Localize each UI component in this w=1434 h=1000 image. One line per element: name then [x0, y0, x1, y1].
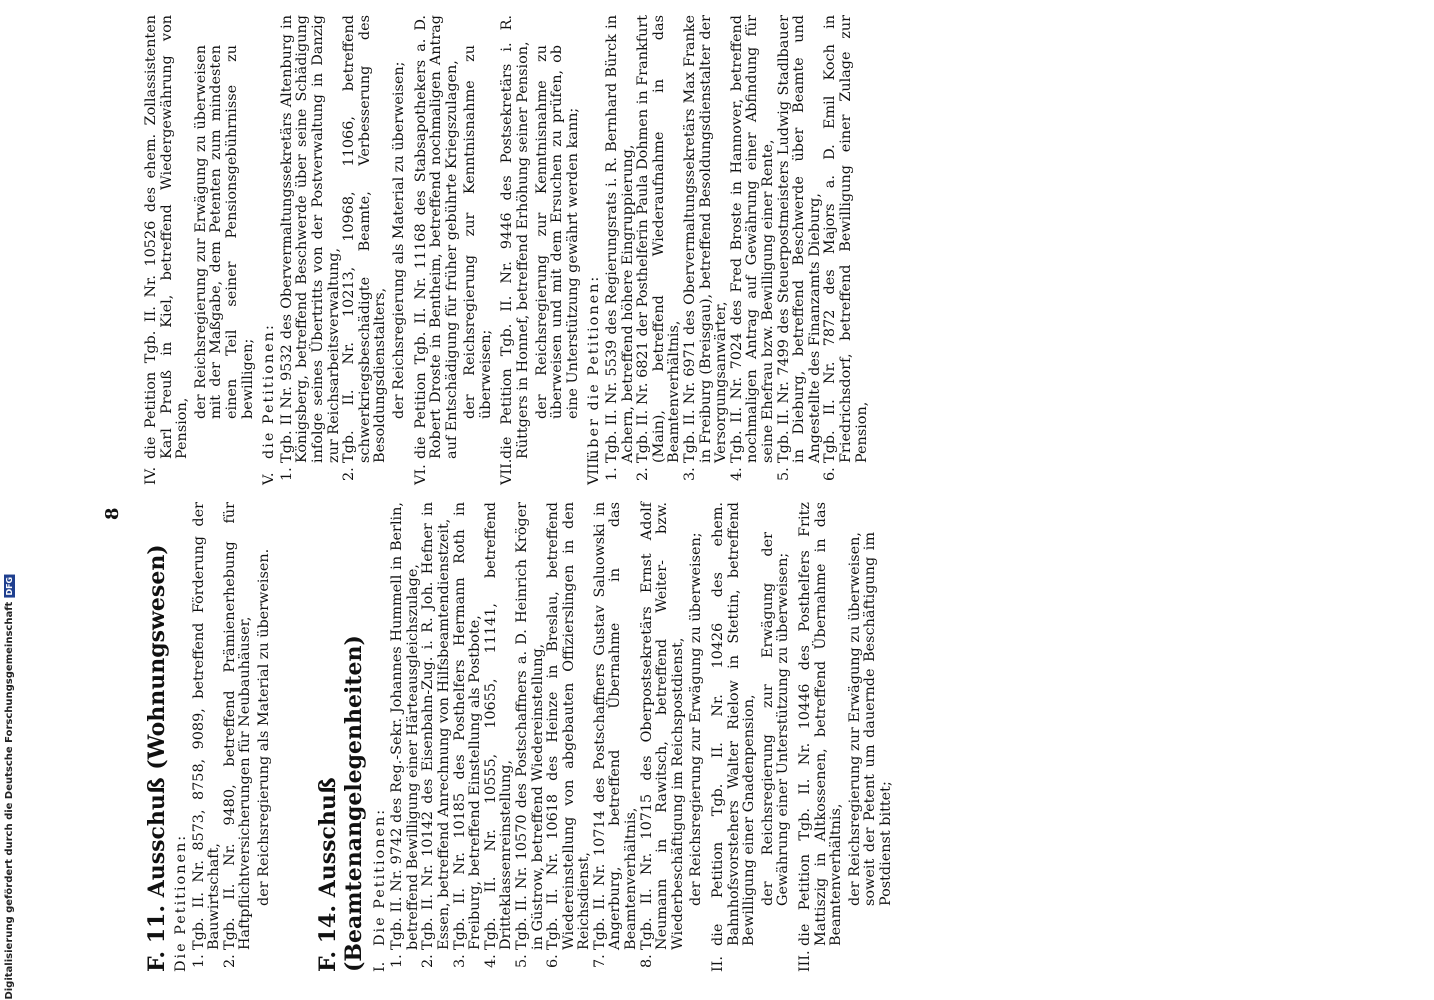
- roman-item: VI. die Petition Tgb. II. Nr. 11168 des Stabsapothekers a. D. Robert Droste in Bentheim, betreffend nochmaligen Antrag auf Entschädigung für früher gebührte Kriegszulagen,: [412, 15, 460, 485]
- roman-item: V. die Petitionen:: [261, 323, 278, 485]
- dfg-logo: DFG: [4, 577, 14, 597]
- list-item: 2. Tgb. II. Nr. 9480, betreffend Prämienerhebung für Haftpflichtversicherungen für Neubauhäuser,: [221, 502, 254, 968]
- list-item: 5. Tgb. II. Nr. 10570 des Postschaffners a. D. Heinrich Kröger in Güstrow, betreffend Wiedereinstellung,: [513, 502, 546, 968]
- list-item: 8. Tgb. II. Nr. 10715 des Oberpostsekretärs Ernst Adolf Neumann in Rawitsch, betreffend Weiter- bzw. Wiederbeschäftigung im Reichspostdienst,: [638, 502, 686, 968]
- roman-item: VII. die Petition Tgb. II. Nr. 9446 des Postsekretärs i. R. Rüttgers in Honnef, betreffend Erhöhung seiner Pension,: [499, 15, 532, 485]
- petitions-subheading: Die Petitionen:: [173, 833, 189, 972]
- list-item: 1. Tgb. II. Nr. 5539 des Regierungsrats i. R. Bernhard Bürck in Achern, betreffend höhere Eingruppierung,: [604, 15, 636, 481]
- page-number: 8: [102, 507, 123, 520]
- resolution-note: der Reichsregierung zur Erwägung zu überweisen;: [688, 532, 705, 906]
- right-column: [144, 15, 870, 485]
- list-item: 7. Tgb. II. Nr. 10714 des Postschaffners Gustav Saluowski in Angerburg, betreffend Übernahme in das Beamtenverhältnis,: [591, 502, 640, 968]
- roman-item: IV. die Petition Tgb. II. Nr. 10526 des ehem. Zollassistenten Karl Preuß in Kiel, betreffend Wiedergewährung von Pension,: [143, 15, 191, 485]
- list-item: 5. Tgb. II. Nr. 7499 des Steuerpostmeisters Ludwig Stadlbauer in Dieburg, betreffend Beschwerde über Beamte und Angestellte des Finanzamts Dieburg,: [775, 15, 823, 481]
- resolution-note: der Reichsregierung zur Erwägung der Gewährung einer Unterstützung zu überweisen;: [759, 532, 792, 906]
- list-item: 3. Tgb. II. Nr. 6971 des Obervermaltungssekretärs Max Franke in Freiburg (Breisgau), betreffend Besoldungsdienstalter der Versorgungsanwärter,: [682, 15, 730, 481]
- list-item: 1. Tgb. II Nr. 9532 des Obervermaltungssekretärs Altenburg in Königsberg, betreffend Beschwerde über seine Schädigung infolge seines Übertritts von der Postverwaltung in Danzig zur Reichsarbeitsverwaltung,: [278, 15, 342, 481]
- list-item: 4. Tgb. II. Nr. 10555, 10655, 11141, betreffend Dritteklassenreinstellung,: [482, 502, 515, 968]
- list-item: 1. Tgb. II. Nr. 9742 des Reg.-Sekr. Johannes Hummell in Berlin, betreffend Bewilligung einer Härteausgleichszulage,: [389, 502, 421, 968]
- section-heading-f11: F. 11. Ausschuß (Wohnungswesen): [144, 544, 170, 972]
- roman-item: II. die Petition Tgb. II. Nr. 10426 des ehem. Bahnhofsvorstehers Walter Rielow in Stettin, betreffend Bewilligung einer Gnadenpension,: [710, 502, 758, 972]
- resolution-note: der Reichsregierung als Material zu überweisen;: [390, 61, 407, 419]
- list-item: 3. Tgb. II. Nr. 10185 des Posthelfers Hermann Roth in Freiburg, betreffend Einstellung als Postbote,: [451, 502, 484, 968]
- digitization-credit: [0, 0, 18, 1000]
- credit-text: Digitalisierung gefördert durch die Deutsche Forschungsgemeinschaft: [3, 602, 15, 1000]
- section-heading-f14: F. 14. Ausschuß (Beamtenangelegenheiten): [314, 635, 367, 972]
- roman-item: VIII. über die Petitionen:: [586, 274, 603, 485]
- resolution-note: der Reichsregierung zur Erwägung zu überweisen, soweit der Petent um dauernde Beschäftigung im Postdienst bittet;: [846, 532, 894, 906]
- list-item: 2. Tgb. II. Nr. 10142 des Eisenbahn-Zug. i. R. Joh. Hefner in Essen, betreffend Anrechnung von Hilfsbeamtendienstzeit,: [420, 502, 452, 968]
- resolution-note: der Reichsregierung zur Kenntnisnahme zu überweisen und mit dem Ersuchen zu prüfen, ob eine Unterstützung gewährt werden kann;: [533, 45, 581, 419]
- roman-item: I. Die Petitionen:: [371, 807, 388, 972]
- list-item: 2. Tgb. II. Nr. 10213, 10968, 11066, betreffend schwerkriegsbeschädigte Beamte, Verbesserung des Besoldungsdienstalters,: [341, 15, 389, 481]
- list-item: 6. Tgb. II. Nr. 10618 des Heinze in Breslau, betreffend Wiedereinstellung von abgebauten Offizierslingen in den Reichsdienst,: [545, 502, 593, 968]
- resolution-note: der Reichsregierung zur Erwägung zu überweisen mit der Maßgabe, dem Petenten zum mindesten einen Teil seiner Pensionsgebührnisse zu bewilligen;: [192, 45, 256, 419]
- list-item: 2. Tgb. II. Nr. 6821 der Posthelferin Paula Dohmen in Frankfurt (Main), betreffend Wiederaufnahme in das Beamtenverhältnis,: [635, 15, 683, 481]
- resolution-note: der Reichsregierung zur Kenntnisnahme zu überweisen;: [462, 45, 494, 419]
- resolution-note: der Reichsregierung als Material zu überweisen.: [255, 548, 272, 906]
- document-page: [100, 0, 1380, 1000]
- list-item: 1. Tgb. II. Nr. 8573, 8758, 9089, betreffend Förderung der Bauwirtschaft,: [190, 502, 223, 968]
- list-item: 4. Tgb. II. Nr. 7024 des Fred Broste in Hannover, betreffend nochmaligen Antrag auf Gewährung einer Abfindung für seine Ehefrau bzw. Bewilligung einer Rente,: [728, 15, 776, 481]
- list-item: 6. Tgb. II. Nr. 7872 des Majors a. D. Emil Koch in Friedrichsdorf, betreffend Bewilligung einer Zulage zur Pension,: [822, 15, 870, 481]
- roman-item: III. die Petition Tgb. II. Nr. 10446 des Posthelfers Fritz Mattiszig in Altkossenen, betreffend Übernahme in das Beamtenverhältnis,: [797, 502, 845, 972]
- left-column: [144, 502, 898, 972]
